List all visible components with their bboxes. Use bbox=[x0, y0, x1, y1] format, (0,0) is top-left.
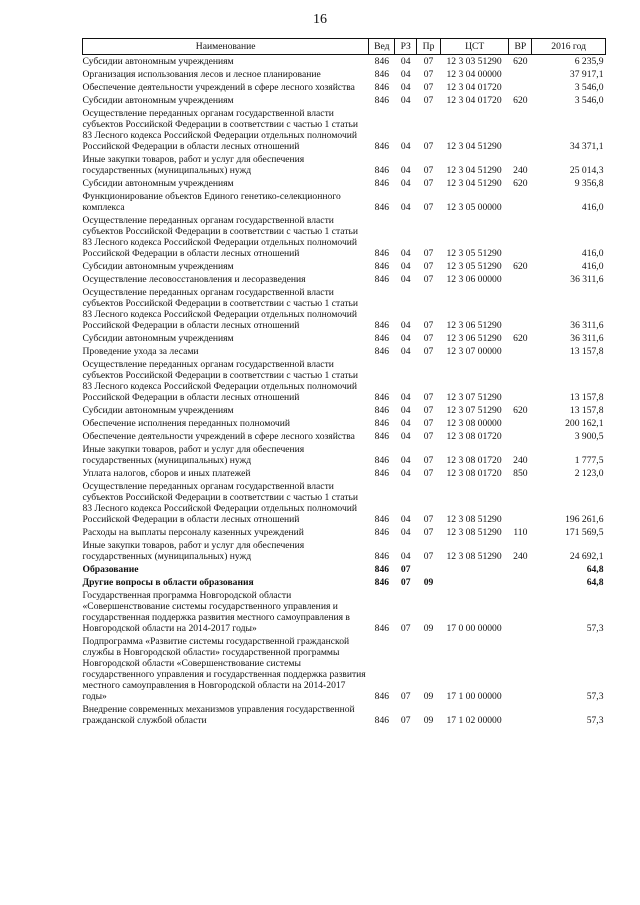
row-pr-cell: 07 bbox=[423, 320, 434, 331]
row-vr-cell: 620 bbox=[513, 56, 528, 67]
row-name-cell: Обеспечение деятельности учреждений в сфере лесного хозяйства bbox=[82, 431, 355, 442]
row-name-cell: Осуществление лесовосстановления и лесоразведения bbox=[82, 274, 306, 285]
row-pr-cell: 07 bbox=[423, 455, 434, 466]
row-ved-cell: 846 bbox=[374, 141, 390, 152]
row-ved-cell: 846 bbox=[374, 56, 390, 67]
row-pr-cell: 07 bbox=[423, 56, 434, 67]
row-name-cell: Осуществление переданных органам государственной власти субъектов Российской Федерации в соответствии с частью 1 статьи 83 Лесного кодекса Российской Федерации отдельных полномочий Российской Федерации в области лесных отношений bbox=[82, 108, 359, 152]
row-cst-cell: 12 3 08 00000 bbox=[446, 418, 502, 429]
row-pr-cell: 07 bbox=[423, 202, 434, 213]
row-ved-cell: 846 bbox=[374, 564, 390, 575]
column-header-vr: ВР bbox=[509, 39, 532, 55]
row-sum-cell: 57,3 bbox=[586, 715, 604, 726]
row-sum-cell: 64,8 bbox=[586, 564, 604, 575]
row-pr-cell: 07 bbox=[423, 333, 434, 344]
row-rz-cell: 04 bbox=[400, 346, 411, 357]
row-cst-cell: 12 3 05 00000 bbox=[446, 202, 502, 213]
row-vr-cell bbox=[509, 589, 532, 635]
row-ved-cell: 846 bbox=[374, 527, 390, 538]
row-cst-cell: 12 3 04 51290 bbox=[446, 165, 502, 176]
table-row bbox=[83, 480, 606, 526]
row-rz-cell: 04 bbox=[400, 56, 411, 67]
row-pr-cell: 09 bbox=[423, 623, 434, 634]
row-name-cell: Субсидии автономным учреждениям bbox=[82, 333, 234, 344]
table-row bbox=[83, 417, 606, 430]
table-row bbox=[83, 332, 606, 345]
row-cst-cell bbox=[440, 576, 508, 589]
row-cst-cell: 12 3 06 51290 bbox=[446, 333, 502, 344]
row-pr-cell: 07 bbox=[423, 165, 434, 176]
row-name-cell: Осуществление переданных органам государственной власти субъектов Российской Федерации в соответствии с частью 1 статьи 83 Лесного кодекса Российской Федерации отдельных полномочий Российской Федерации в области лесных отношений bbox=[82, 481, 359, 525]
table-row bbox=[83, 286, 606, 332]
row-pr-cell: 07 bbox=[423, 178, 434, 189]
row-cst-cell: 12 3 08 01720 bbox=[446, 455, 502, 466]
row-name-cell: Иные закупки товаров, работ и услуг для обеспечения государственных (муниципальных) нужд bbox=[82, 444, 305, 466]
row-sum-cell: 24 692,1 bbox=[569, 551, 604, 562]
row-rz-cell: 04 bbox=[400, 551, 411, 562]
row-sum-cell: 3 900,5 bbox=[574, 431, 604, 442]
row-sum-cell: 9 356,8 bbox=[574, 178, 604, 189]
row-ved-cell: 846 bbox=[374, 514, 390, 525]
column-header-pr: Пр bbox=[417, 39, 441, 55]
row-name-cell: Проведение ухода за лесами bbox=[82, 346, 199, 357]
row-ved-cell: 846 bbox=[374, 261, 390, 272]
row-name-cell: Расходы на выплаты персоналу казенных учреждений bbox=[82, 527, 304, 538]
row-cst-cell: 12 3 07 00000 bbox=[446, 346, 502, 357]
row-ved-cell: 846 bbox=[374, 418, 390, 429]
row-vr-cell: 240 bbox=[513, 455, 528, 466]
row-vr-cell bbox=[509, 563, 532, 576]
row-name-cell: Осуществление переданных органам государственной власти субъектов Российской Федерации в соответствии с частью 1 статьи 83 Лесного кодекса Российской Федерации отдельных полномочий Российской Федерации в области лесных отношений bbox=[82, 287, 359, 331]
row-name-cell: Иные закупки товаров, работ и услуг для обеспечения государственных (муниципальных) нужд bbox=[82, 540, 305, 562]
row-cst-cell: 12 3 05 51290 bbox=[446, 261, 502, 272]
row-cst-cell: 17 1 02 00000 bbox=[446, 715, 502, 726]
row-cst-cell: 12 3 04 01720 bbox=[446, 95, 502, 106]
row-ved-cell: 846 bbox=[374, 333, 390, 344]
row-name-cell: Государственная программа Новгородской области «Совершенствование системы государственного управления и государственная поддержка развития местного самоуправления в Новгородской области на 2014-2017 годы» bbox=[82, 590, 350, 634]
row-sum-cell: 2 123,0 bbox=[574, 468, 604, 479]
row-vr-cell: 110 bbox=[513, 527, 528, 538]
row-cst-cell: 12 3 04 51290 bbox=[446, 141, 502, 152]
row-pr-cell: 07 bbox=[423, 405, 434, 416]
row-rz-cell: 04 bbox=[400, 527, 411, 538]
table-row bbox=[83, 153, 606, 177]
column-header-cst: ЦСТ bbox=[440, 39, 508, 55]
row-vr-cell: 240 bbox=[513, 165, 528, 176]
table-row bbox=[83, 68, 606, 81]
row-name-cell: Функционирование объектов Единого генетико-селекционного комплекса bbox=[82, 191, 341, 213]
table-row bbox=[83, 526, 606, 539]
table-row bbox=[83, 589, 606, 635]
row-vr-cell: 850 bbox=[513, 468, 528, 479]
row-ved-cell: 846 bbox=[374, 405, 390, 416]
table-row bbox=[83, 273, 606, 286]
row-cst-cell: 12 3 06 00000 bbox=[446, 274, 502, 285]
row-ved-cell: 846 bbox=[374, 431, 390, 442]
row-vr-cell bbox=[509, 190, 532, 214]
row-rz-cell: 04 bbox=[400, 418, 411, 429]
row-ved-cell: 846 bbox=[374, 178, 390, 189]
column-header-ved: Вед bbox=[369, 39, 395, 55]
row-ved-cell: 846 bbox=[374, 623, 390, 634]
row-cst-cell: 12 3 06 51290 bbox=[446, 320, 502, 331]
row-vr-cell bbox=[509, 358, 532, 404]
row-ved-cell: 846 bbox=[374, 320, 390, 331]
page-number: 16 bbox=[313, 12, 327, 27]
table-row bbox=[83, 81, 606, 94]
row-cst-cell: 12 3 08 51290 bbox=[446, 527, 502, 538]
row-rz-cell: 04 bbox=[400, 178, 411, 189]
row-ved-cell: 846 bbox=[374, 551, 390, 562]
row-ved-cell: 846 bbox=[374, 248, 390, 259]
row-name-cell: Субсидии автономным учреждениям bbox=[82, 405, 234, 416]
row-ved-cell: 846 bbox=[374, 577, 390, 588]
row-name-cell: Внедрение современных механизмов управления государственной гражданской службой области bbox=[82, 704, 355, 726]
row-pr-cell: 07 bbox=[423, 95, 434, 106]
row-vr-cell: 620 bbox=[513, 95, 528, 106]
row-rz-cell: 04 bbox=[400, 514, 411, 525]
row-vr-cell bbox=[509, 703, 532, 727]
row-pr-cell bbox=[417, 563, 441, 576]
row-rz-cell: 04 bbox=[400, 333, 411, 344]
row-ved-cell: 846 bbox=[374, 715, 390, 726]
table-row bbox=[83, 703, 606, 727]
table-row bbox=[83, 539, 606, 563]
row-cst-cell: 12 3 08 01720 bbox=[446, 468, 502, 479]
row-vr-cell bbox=[509, 286, 532, 332]
row-sum-cell: 1 777,5 bbox=[574, 455, 604, 466]
column-header-name: Наименование bbox=[83, 39, 369, 55]
row-ved-cell: 846 bbox=[374, 392, 390, 403]
row-vr-cell: 240 bbox=[513, 551, 528, 562]
table-body bbox=[83, 55, 606, 728]
row-cst-cell: 12 3 08 51290 bbox=[446, 514, 502, 525]
row-name-cell: Другие вопросы в области образования bbox=[82, 577, 254, 588]
row-ved-cell: 846 bbox=[374, 346, 390, 357]
row-cst-cell: 17 1 00 00000 bbox=[446, 691, 502, 702]
table-row bbox=[83, 190, 606, 214]
row-sum-cell: 6 235,9 bbox=[574, 56, 604, 67]
table-row bbox=[83, 358, 606, 404]
row-sum-cell: 37 917,1 bbox=[569, 69, 604, 80]
row-sum-cell: 36 311,6 bbox=[570, 274, 604, 285]
row-vr-cell: 620 bbox=[513, 261, 528, 272]
row-cst-cell: 12 3 08 01720 bbox=[446, 431, 502, 442]
row-rz-cell: 04 bbox=[400, 392, 411, 403]
row-vr-cell: 620 bbox=[513, 405, 528, 416]
row-sum-cell: 13 157,8 bbox=[569, 405, 604, 416]
row-vr-cell bbox=[509, 480, 532, 526]
row-rz-cell: 04 bbox=[400, 165, 411, 176]
row-rz-cell: 04 bbox=[400, 261, 411, 272]
row-ved-cell: 846 bbox=[374, 165, 390, 176]
row-ved-cell: 846 bbox=[374, 202, 390, 213]
row-pr-cell: 07 bbox=[423, 346, 434, 357]
row-cst-cell: 12 3 04 01720 bbox=[446, 82, 502, 93]
row-cst-cell: 12 3 08 51290 bbox=[446, 551, 502, 562]
row-name-cell: Субсидии автономным учреждениям bbox=[82, 56, 234, 67]
row-rz-cell: 04 bbox=[400, 82, 411, 93]
row-cst-cell: 12 3 07 51290 bbox=[446, 392, 502, 403]
row-pr-cell: 07 bbox=[423, 468, 434, 479]
row-pr-cell: 07 bbox=[423, 248, 434, 259]
row-name-cell: Обеспечение деятельности учреждений в сфере лесного хозяйства bbox=[82, 82, 355, 93]
row-rz-cell: 07 bbox=[400, 623, 411, 634]
row-rz-cell: 04 bbox=[400, 468, 411, 479]
row-sum-cell: 200 162,1 bbox=[565, 418, 604, 429]
row-vr-cell bbox=[509, 273, 532, 286]
table-row bbox=[83, 55, 606, 69]
row-vr-cell bbox=[509, 214, 532, 260]
table-header-row bbox=[83, 39, 606, 55]
row-rz-cell: 07 bbox=[400, 564, 411, 575]
row-name-cell: Осуществление переданных органам государственной власти субъектов Российской Федерации в соответствии с частью 1 статьи 83 Лесного кодекса Российской Федерации отдельных полномочий Российской Федерации в области лесных отношений bbox=[82, 215, 359, 259]
row-ved-cell: 846 bbox=[374, 455, 390, 466]
row-rz-cell: 04 bbox=[400, 405, 411, 416]
row-pr-cell: 09 bbox=[423, 577, 434, 588]
row-name-cell: Иные закупки товаров, работ и услуг для обеспечения государственных (муниципальных) нужд bbox=[82, 154, 305, 176]
row-sum-cell: 3 546,0 bbox=[574, 95, 604, 106]
row-cst-cell: 12 3 07 51290 bbox=[446, 405, 502, 416]
row-ved-cell: 846 bbox=[374, 95, 390, 106]
row-rz-cell: 04 bbox=[400, 141, 411, 152]
row-sum-cell: 416,0 bbox=[581, 261, 604, 272]
row-name-cell: Подпрограмма «Развитие системы государственной гражданской службы в Новгородской области» государственной программы Новгородской области «Совершенствование системы государственного управления и государственная поддержка развития местного самоуправления в Новгородской области на 2014-2017 годы» bbox=[82, 636, 366, 702]
row-pr-cell: 07 bbox=[423, 69, 434, 80]
row-vr-cell bbox=[509, 417, 532, 430]
row-sum-cell: 13 157,8 bbox=[569, 392, 604, 403]
row-pr-cell: 07 bbox=[423, 418, 434, 429]
row-cst-cell bbox=[440, 563, 508, 576]
column-header-rz: РЗ bbox=[395, 39, 417, 55]
row-sum-cell: 57,3 bbox=[586, 623, 604, 634]
table-row bbox=[83, 404, 606, 417]
row-sum-cell: 196 261,6 bbox=[565, 514, 604, 525]
row-sum-cell: 13 157,8 bbox=[569, 346, 604, 357]
row-cst-cell: 12 3 05 51290 bbox=[446, 248, 502, 259]
table-row bbox=[83, 260, 606, 273]
row-pr-cell: 07 bbox=[423, 551, 434, 562]
table-row bbox=[83, 635, 606, 703]
row-pr-cell: 07 bbox=[423, 514, 434, 525]
row-pr-cell: 07 bbox=[423, 82, 434, 93]
row-ved-cell: 846 bbox=[374, 274, 390, 285]
row-cst-cell: 12 3 04 51290 bbox=[446, 178, 502, 189]
row-ved-cell: 846 bbox=[374, 691, 390, 702]
row-ved-cell: 846 bbox=[374, 82, 390, 93]
row-vr-cell: 620 bbox=[513, 178, 528, 189]
row-pr-cell: 07 bbox=[423, 392, 434, 403]
row-vr-cell bbox=[509, 345, 532, 358]
budget-table bbox=[82, 38, 606, 727]
table-row bbox=[83, 576, 606, 589]
table-row bbox=[83, 430, 606, 443]
table-row bbox=[83, 214, 606, 260]
row-name-cell: Субсидии автономным учреждениям bbox=[82, 178, 234, 189]
row-pr-cell: 07 bbox=[423, 274, 434, 285]
row-rz-cell: 07 bbox=[400, 691, 411, 702]
row-vr-cell bbox=[509, 68, 532, 81]
row-sum-cell: 171 569,5 bbox=[565, 527, 604, 538]
row-name-cell: Субсидии автономным учреждениям bbox=[82, 261, 234, 272]
row-sum-cell: 64,8 bbox=[586, 577, 604, 588]
table-row bbox=[83, 443, 606, 467]
row-name-cell: Осуществление переданных органам государственной власти субъектов Российской Федерации в соответствии с частью 1 статьи 83 Лесного кодекса Российской Федерации отдельных полномочий Российской Федерации в области лесных отношений bbox=[82, 359, 359, 403]
row-name-cell: Уплата налогов, сборов и иных платежей bbox=[82, 468, 251, 479]
row-sum-cell: 34 371,1 bbox=[569, 141, 604, 152]
row-vr-cell bbox=[509, 635, 532, 703]
row-ved-cell: 846 bbox=[374, 468, 390, 479]
row-pr-cell: 07 bbox=[423, 141, 434, 152]
row-rz-cell: 07 bbox=[400, 715, 411, 726]
row-cst-cell: 12 3 04 00000 bbox=[446, 69, 502, 80]
table-row bbox=[83, 94, 606, 107]
row-pr-cell: 07 bbox=[423, 431, 434, 442]
row-rz-cell: 04 bbox=[400, 69, 411, 80]
row-sum-cell: 25 014,3 bbox=[569, 165, 604, 176]
row-ved-cell: 846 bbox=[374, 69, 390, 80]
row-vr-cell bbox=[509, 576, 532, 589]
row-vr-cell: 620 bbox=[513, 333, 528, 344]
table-row bbox=[83, 177, 606, 190]
column-header-year: 2016 год bbox=[532, 39, 606, 55]
row-sum-cell: 416,0 bbox=[581, 202, 604, 213]
row-pr-cell: 09 bbox=[423, 691, 434, 702]
table-row bbox=[83, 467, 606, 480]
row-sum-cell: 3 546,0 bbox=[574, 82, 604, 93]
table-row bbox=[83, 107, 606, 153]
row-sum-cell: 416,0 bbox=[581, 248, 604, 259]
row-rz-cell: 04 bbox=[400, 320, 411, 331]
row-name-cell: Субсидии автономным учреждениям bbox=[82, 95, 234, 106]
table-row bbox=[83, 563, 606, 576]
row-rz-cell: 07 bbox=[400, 577, 411, 588]
row-rz-cell: 04 bbox=[400, 202, 411, 213]
table-row bbox=[83, 345, 606, 358]
row-rz-cell: 04 bbox=[400, 455, 411, 466]
row-vr-cell bbox=[509, 107, 532, 153]
row-vr-cell bbox=[509, 81, 532, 94]
row-pr-cell: 07 bbox=[423, 527, 434, 538]
row-pr-cell: 07 bbox=[423, 261, 434, 272]
row-rz-cell: 04 bbox=[400, 95, 411, 106]
row-rz-cell: 04 bbox=[400, 248, 411, 259]
row-name-cell: Обеспечение исполнения переданных полномочий bbox=[82, 418, 290, 429]
row-sum-cell: 57,3 bbox=[586, 691, 604, 702]
row-vr-cell bbox=[509, 430, 532, 443]
row-cst-cell: 17 0 00 00000 bbox=[446, 623, 502, 634]
row-name-cell: Образование bbox=[82, 564, 139, 575]
row-sum-cell: 36 311,6 bbox=[570, 333, 604, 344]
row-pr-cell: 09 bbox=[423, 715, 434, 726]
row-rz-cell: 04 bbox=[400, 274, 411, 285]
row-sum-cell: 36 311,6 bbox=[570, 320, 604, 331]
row-rz-cell: 04 bbox=[400, 431, 411, 442]
row-name-cell: Организация использования лесов и лесное планирование bbox=[82, 69, 321, 80]
row-cst-cell: 12 3 03 51290 bbox=[446, 56, 502, 67]
